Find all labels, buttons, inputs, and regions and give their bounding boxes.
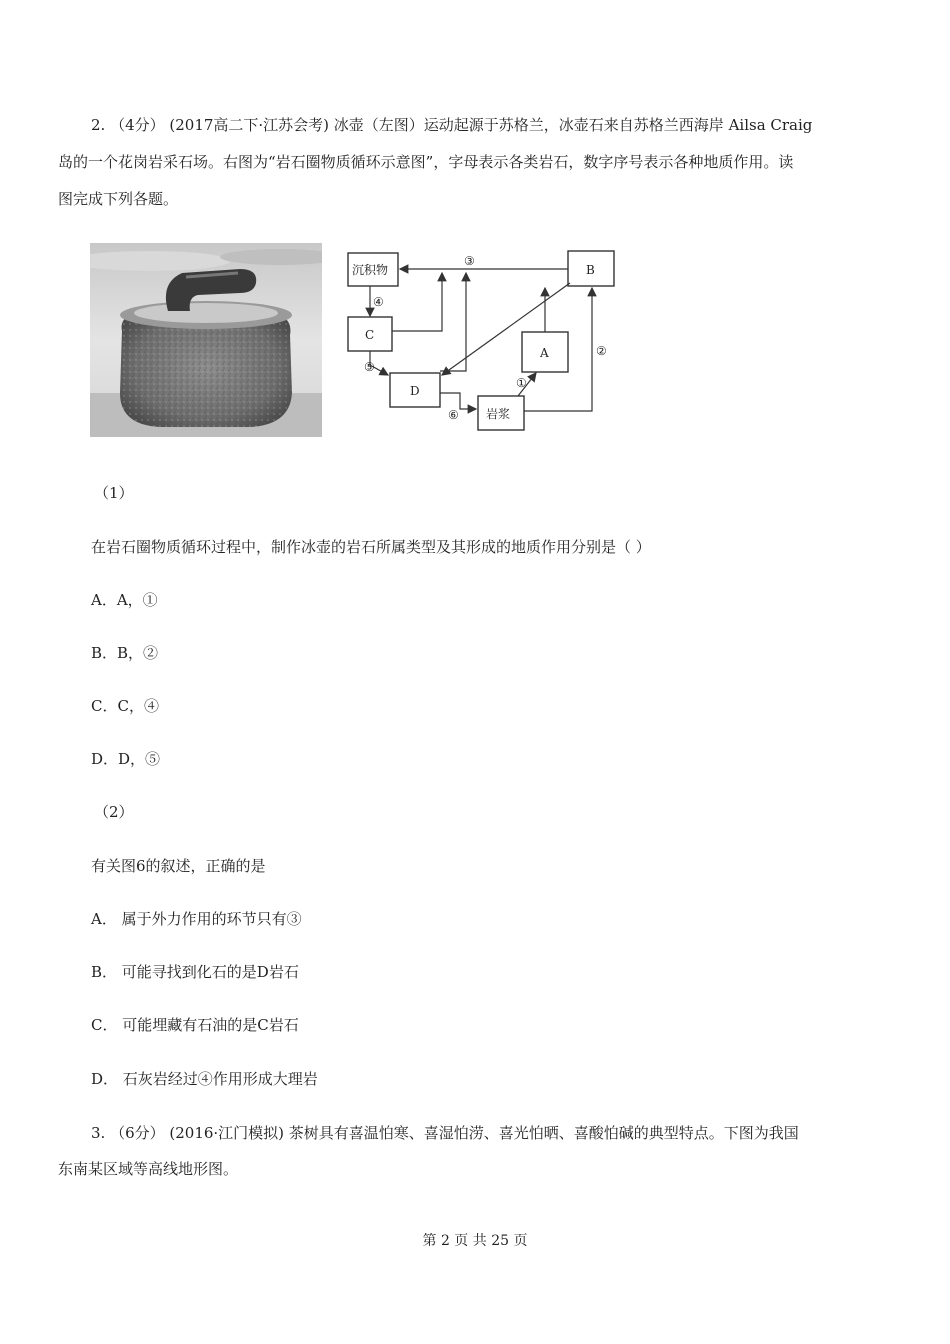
sub2-option-b: B． 可能寻找到化石的是D岩石 [91,963,299,981]
label-sediment: 沉积物 [352,263,389,277]
label-process-1: ① [516,376,527,390]
label-D: D [410,384,420,398]
label-process-5: ⑤ [364,360,375,374]
label-process-4: ④ [373,295,384,309]
rock-cycle-diagram [340,243,630,438]
sub-question-1-number: （1） [94,484,134,502]
sub-question-2-number: （2） [94,803,134,821]
label-process-6: ⑥ [448,408,459,422]
sub2-option-a: A． 属于外力作用的环节只有③ [91,910,302,928]
q2-text-line3: 图完成下列各题。 [58,190,179,208]
sub1-option-c: C．C，④ [91,697,159,715]
q2-text-line1: 2. （4分） (2017高二下·江苏会考) 冰壶（左图）运动起源于苏格兰，冰壶石来自苏格兰西海岸 Ailsa Craig [91,116,813,134]
label-process-3: ③ [464,254,475,268]
q3-text-line2: 东南某区域等高线地形图。 [58,1160,239,1178]
curling-stone-photo [90,243,322,437]
sub-question-1-stem: 在岩石圈物质循环过程中，制作冰壶的岩石所属类型及其形成的地质作用分别是（ ） [91,538,651,556]
label-A: A [540,346,549,360]
label-B: B [586,263,595,277]
label-process-2: ② [596,344,607,358]
sub2-option-c: C． 可能埋藏有石油的是C岩石 [91,1016,299,1034]
label-C: C [365,328,375,342]
sub1-option-b: B．B，② [91,644,159,662]
q3-text-line1: 3. （6分） (2016·江门模拟) 茶树具有喜温怕寒、喜湿怕涝、喜光怕晒、喜酸怕碱的典型特点。下图为我国 [91,1124,799,1142]
label-magma: 岩浆 [486,407,511,421]
sub1-option-a: A．A，① [91,591,158,609]
q2-text-line2: 岛的一个花岗岩采石场。右图为“岩石圈物质循环示意图”，字母表示各类岩石，数字序号表示各种地质作用。读 [58,153,794,171]
sub-question-2-stem: 有关图6的叙述，正确的是 [91,857,266,875]
sub1-option-d: D．D，⑤ [91,750,161,768]
sub2-option-d: D． 石灰岩经过④作用形成大理岩 [91,1070,318,1088]
page-footer: 第 2 页 共 25 页 [422,1233,528,1249]
